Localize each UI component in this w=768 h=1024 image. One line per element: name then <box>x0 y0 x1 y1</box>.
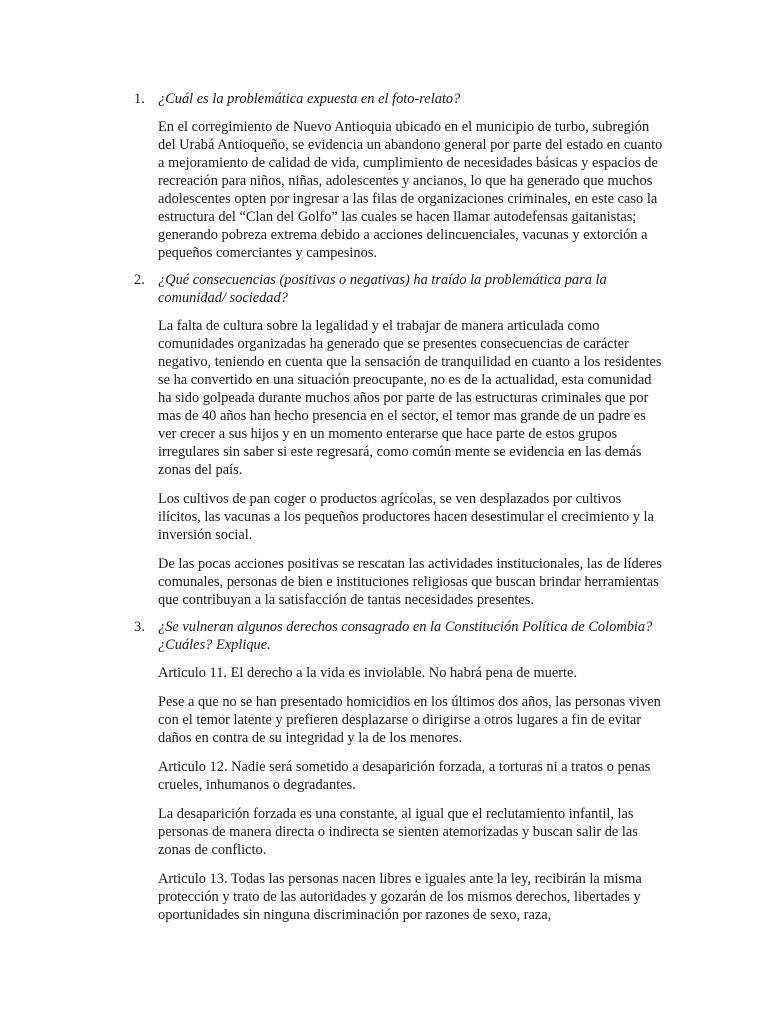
answer-paragraph: Los cultivos de pan coger o productos agrícolas, se ven desplazados por cultivos ilícitos, las vacunas a los pequeños productores hacen desestimular el crecimiento y la inversión social. <box>158 491 654 543</box>
question-number: 2. <box>134 272 145 288</box>
question-number: 1. <box>134 91 145 107</box>
answer-paragraph: En el corregimiento de Nuevo Antioquia ubicado en el municipio de turbo, subregión del Urabá Antioqueño, se evidencia un abandono general por parte del estado en cuanto a mejoramiento de calidad de vida, cumplimiento de necesidades básicas y espacios de recreación para niños, niñas, adolescentes y ancianos, lo que ha generado que muchos adolescentes opten por ingresar a las filas de organizaciones criminales, en este caso la estructura del “Clan del Golfo” las cuales se hacen llamar autodefensas gaitanistas; generando pobreza extrema debido a acciones delincuenciales, vacunas y extorción a pequeños comerciantes y campesinos. <box>158 119 663 261</box>
question-number: 3. <box>134 619 145 635</box>
article-paragraph: Articulo 13. Todas las personas nacen libres e iguales ante la ley, recibirán la misma protección y trato de las autoridades y gozarán de los mismos derechos, libertades y oportunidades sin ninguna discriminación por razones de sexo, raza, <box>158 871 642 923</box>
answer-paragraph: La falta de cultura sobre la legalidad y el trabajar de manera articulada como comunidades organizadas ha generado que se presentes consecuencias de carácter negativo, teniendo en cuenta que la sensación de tranquilidad en cuanto a los residentes se ha convertido en una situación preocupante, no es de la actualidad, esta comunidad ha sido golpeada durante muchos años por parte de las estructuras criminales que por mas de 40 años han hecho presencia en el sector, el temor mas grande de un padre es ver crecer a sus hijos y en un momento enterarse que hace parte de estos grupos irregulares sin saber si este regresará, como común mente se evidencia en las demás zonas del país. <box>158 318 662 478</box>
question-1 <box>134 90 664 108</box>
question-2 <box>134 271 664 307</box>
article-paragraph: Articulo 12. Nadie será sometido a desaparición forzada, a torturas ni a tratos o penas crueles, inhumanos o degradantes. <box>158 759 651 793</box>
question-text: ¿Qué consecuencias (positivas o negativas) ha traído la problemática para la comunidad/ sociedad? <box>158 272 607 306</box>
answer-paragraph: De las pocas acciones positivas se rescatan las actividades institucionales, las de líderes comunales, personas de bien e instituciones religiosas que buscan brindar herramientas que contribuyan a la satisfacción de tantas necesidades presentes. <box>158 556 662 608</box>
answer-paragraph: La desaparición forzada es una constante, al igual que el reclutamiento infantil, las personas de manera directa o indirecta se sienten atemorizadas y buscan salir de las zonas de conflicto. <box>158 806 638 858</box>
question-3 <box>134 618 664 654</box>
document-body <box>134 90 664 935</box>
answer-paragraph: Pese a que no se han presentado homicidios en los últimos dos años, las personas viven con el temor latente y prefieren desplazarse o dirigirse a otros lugares a fin de evitar daños en contra de su integridad y la de los menores. <box>158 694 661 746</box>
question-text: ¿Cuál es la problemática expuesta en el foto-relato? <box>158 91 461 107</box>
question-text: ¿Se vulneran algunos derechos consagrado en la Constitución Política de Colombia? ¿Cuáles? Explique. <box>158 619 653 653</box>
article-paragraph: Articulo 11. El derecho a la vida es inviolable. No habrá pena de muerte. <box>158 665 578 681</box>
